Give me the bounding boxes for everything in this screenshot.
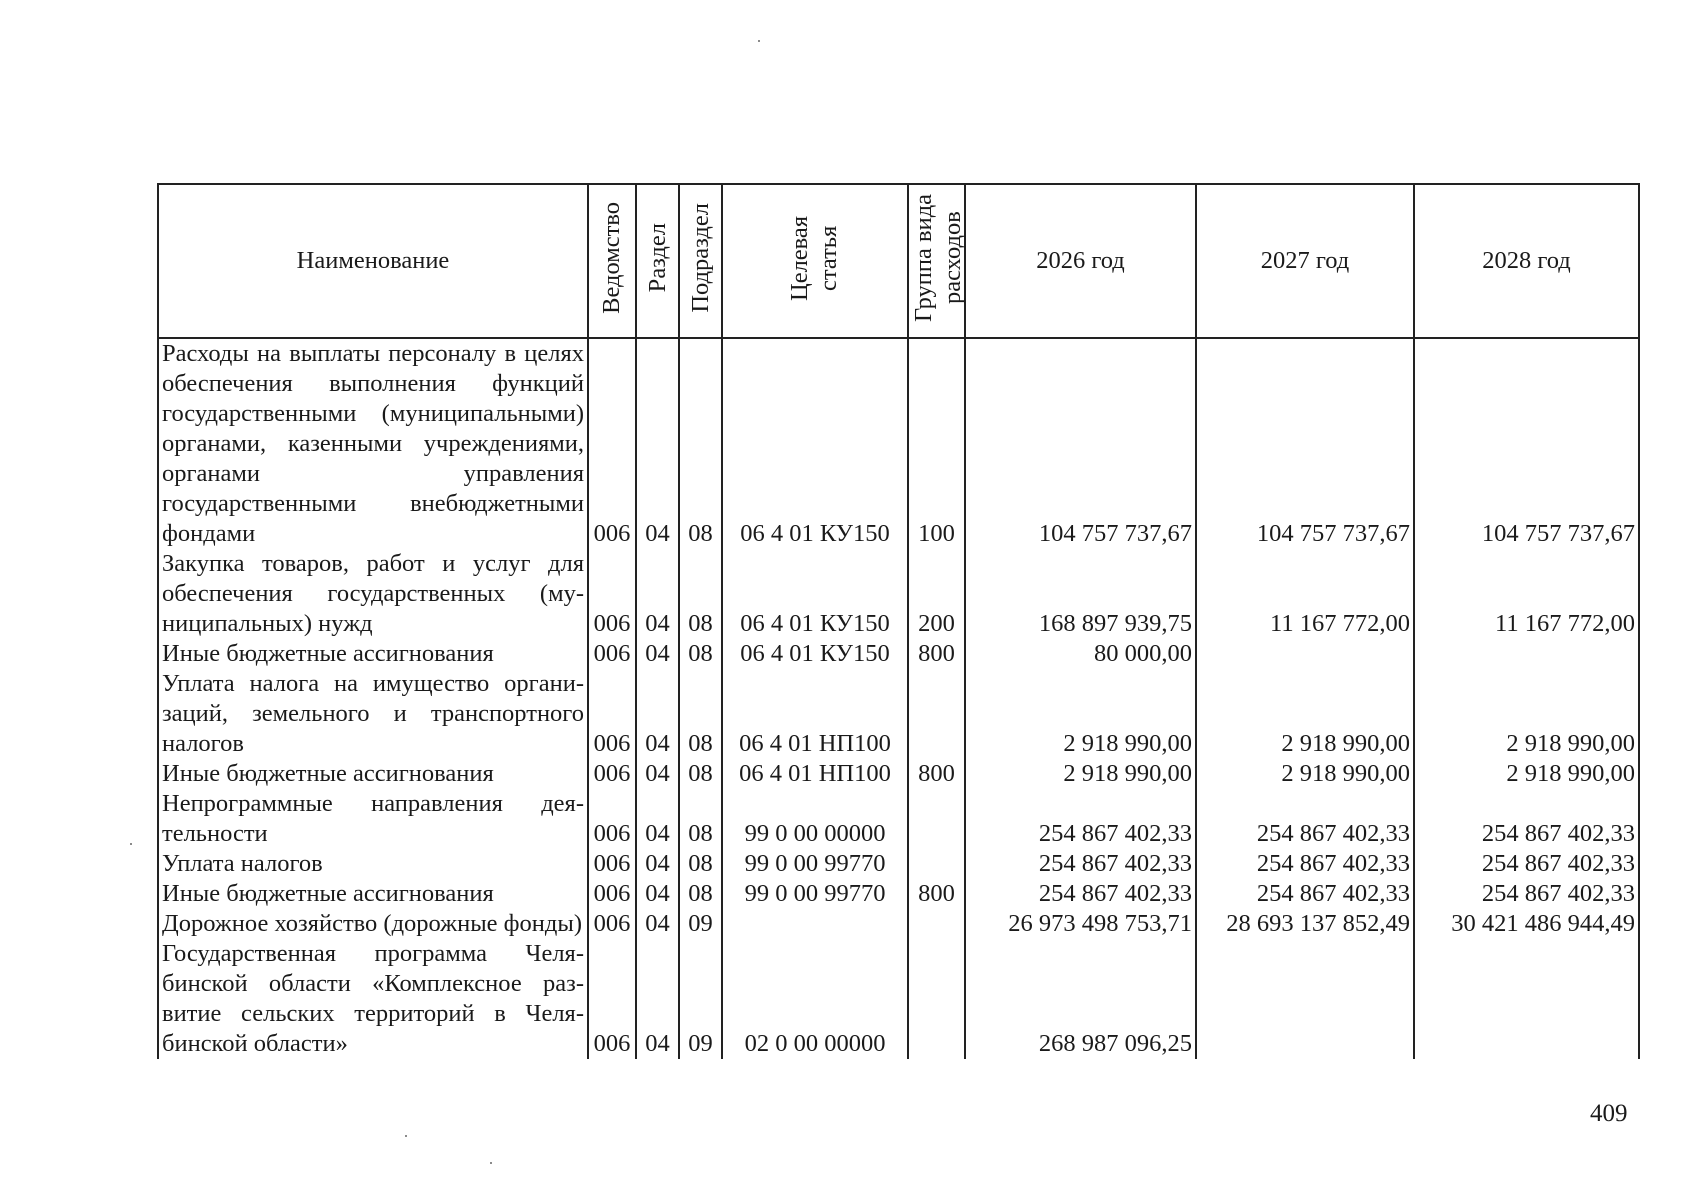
row-amount-2026: 2 918 990,00: [965, 669, 1196, 759]
row-section: 04: [636, 669, 679, 759]
table-row: [158, 879, 1639, 909]
row-department: 006: [588, 879, 636, 909]
row-amount-2028: [1414, 939, 1639, 1059]
header-year-2027: 2027 год: [1196, 184, 1414, 338]
table-row: [158, 549, 1639, 639]
row-amount-2027: [1196, 939, 1414, 1059]
row-amount-2027: 254 867 402,33: [1196, 789, 1414, 849]
row-amount-2028: 2 918 990,00: [1414, 669, 1639, 759]
table-row: [158, 939, 1639, 1059]
row-section: 04: [636, 639, 679, 669]
row-section: 04: [636, 549, 679, 639]
header-subsection: Подраздел: [679, 184, 722, 338]
row-target-item: 06 4 01 НП100: [722, 759, 908, 789]
page-number: 409: [1590, 1100, 1628, 1127]
row-expense-group: [908, 909, 965, 939]
header-expense-group: Группа вида расходов: [908, 184, 965, 338]
row-name: Закупка товаров, работ и услуг для обеспечения государственных (муниципальных) нужд: [158, 549, 588, 639]
row-amount-2026: 254 867 402,33: [965, 789, 1196, 849]
row-amount-2028: 254 867 402,33: [1414, 879, 1639, 909]
row-expense-group: [908, 939, 965, 1059]
row-amount-2026: 104 757 737,67: [965, 338, 1196, 549]
row-section: 04: [636, 759, 679, 789]
row-amount-2028: 11 167 772,00: [1414, 549, 1639, 639]
row-target-item: 06 4 01 НП100: [722, 669, 908, 759]
row-subsection: 09: [679, 909, 722, 939]
row-expense-group: 800: [908, 639, 965, 669]
table-row: [158, 849, 1639, 879]
row-target-item: 99 0 00 99770: [722, 879, 908, 909]
row-subsection: 08: [679, 759, 722, 789]
row-subsection: 08: [679, 338, 722, 549]
row-department: 006: [588, 639, 636, 669]
row-department: 006: [588, 549, 636, 639]
row-amount-2028: 2 918 990,00: [1414, 759, 1639, 789]
row-target-item: 06 4 01 КУ150: [722, 338, 908, 549]
row-amount-2028: [1414, 639, 1639, 669]
row-name: Уплата налога на имущество организаций, земельного и транспортного налогов: [158, 669, 588, 759]
row-subsection: 09: [679, 939, 722, 1059]
row-target-item: 99 0 00 00000: [722, 789, 908, 849]
row-expense-group: 200: [908, 549, 965, 639]
row-name: Уплата налогов: [158, 849, 588, 879]
table-row: [158, 338, 1639, 549]
header-year-2028: 2028 год: [1414, 184, 1639, 338]
row-amount-2026: 268 987 096,25: [965, 939, 1196, 1059]
budget-table: [157, 183, 1640, 1059]
row-amount-2027: 104 757 737,67: [1196, 338, 1414, 549]
row-amount-2026: 26 973 498 753,71: [965, 909, 1196, 939]
row-amount-2027: 2 918 990,00: [1196, 759, 1414, 789]
header-year-2026: 2026 год: [965, 184, 1196, 338]
row-expense-group: [908, 789, 965, 849]
row-target-item: 06 4 01 КУ150: [722, 639, 908, 669]
row-target-item: 99 0 00 99770: [722, 849, 908, 879]
table-row: [158, 669, 1639, 759]
row-name: Иные бюджетные ассигнования: [158, 879, 588, 909]
row-section: 04: [636, 849, 679, 879]
row-department: 006: [588, 909, 636, 939]
row-department: 006: [588, 939, 636, 1059]
row-subsection: 08: [679, 789, 722, 849]
row-name: Иные бюджетные ассигнования: [158, 759, 588, 789]
header-department: Ведомство: [588, 184, 636, 338]
row-name: Непрограммные направления деятельности: [158, 789, 588, 849]
row-section: 04: [636, 789, 679, 849]
row-expense-group: [908, 849, 965, 879]
table-row: [158, 789, 1639, 849]
row-amount-2027: [1196, 639, 1414, 669]
row-department: 006: [588, 669, 636, 759]
table-row: [158, 909, 1639, 939]
row-subsection: 08: [679, 549, 722, 639]
row-section: 04: [636, 879, 679, 909]
row-amount-2026: 254 867 402,33: [965, 849, 1196, 879]
row-expense-group: 100: [908, 338, 965, 549]
row-department: 006: [588, 759, 636, 789]
header-section: Раздел: [636, 184, 679, 338]
row-amount-2026: 2 918 990,00: [965, 759, 1196, 789]
header-target-item: Целевая статья: [722, 184, 908, 338]
row-department: 006: [588, 338, 636, 549]
row-expense-group: 800: [908, 879, 965, 909]
table-header-row: [158, 184, 1639, 338]
row-amount-2028: 254 867 402,33: [1414, 789, 1639, 849]
row-target-item: [722, 909, 908, 939]
row-amount-2028: 104 757 737,67: [1414, 338, 1639, 549]
row-name: Расходы на выплаты персоналу в целях обеспечения выполнения функций государственными (муниципальными) органами, казенными учреждениями, органами управления государственными внебюджетными фондами: [158, 338, 588, 549]
row-amount-2027: 11 167 772,00: [1196, 549, 1414, 639]
row-name: Иные бюджетные ассигнования: [158, 639, 588, 669]
row-department: 006: [588, 849, 636, 879]
row-amount-2027: 28 693 137 852,49: [1196, 909, 1414, 939]
row-subsection: 08: [679, 879, 722, 909]
row-section: 04: [636, 909, 679, 939]
row-amount-2026: 254 867 402,33: [965, 879, 1196, 909]
row-subsection: 08: [679, 669, 722, 759]
row-amount-2027: 254 867 402,33: [1196, 879, 1414, 909]
row-expense-group: [908, 669, 965, 759]
row-department: 006: [588, 789, 636, 849]
row-amount-2027: 254 867 402,33: [1196, 849, 1414, 879]
row-name: Государственная программа Челябинской области «Комплексное развитие сельских территорий в Челябинской области»: [158, 939, 588, 1059]
row-subsection: 08: [679, 849, 722, 879]
row-amount-2028: 30 421 486 944,49: [1414, 909, 1639, 939]
row-amount-2027: 2 918 990,00: [1196, 669, 1414, 759]
row-subsection: 08: [679, 639, 722, 669]
table-row: [158, 639, 1639, 669]
row-section: 04: [636, 338, 679, 549]
row-target-item: 02 0 00 00000: [722, 939, 908, 1059]
row-amount-2028: 254 867 402,33: [1414, 849, 1639, 879]
table-row: [158, 759, 1639, 789]
header-name: Наименование: [158, 184, 588, 338]
row-expense-group: 800: [908, 759, 965, 789]
row-amount-2026: 80 000,00: [965, 639, 1196, 669]
row-name: Дорожное хозяйство (дорожные фонды): [158, 909, 588, 939]
row-amount-2026: 168 897 939,75: [965, 549, 1196, 639]
row-target-item: 06 4 01 КУ150: [722, 549, 908, 639]
row-section: 04: [636, 939, 679, 1059]
